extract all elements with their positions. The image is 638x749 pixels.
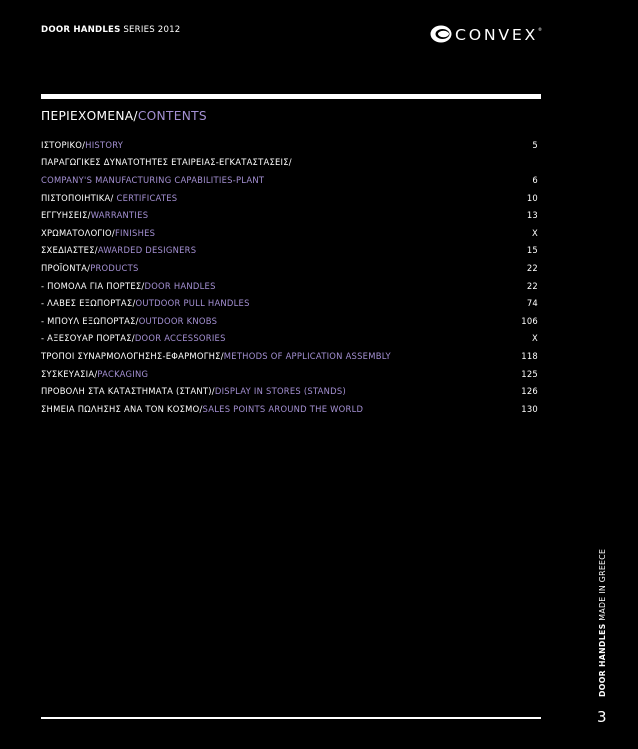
toc-entry-english: CERTIFICATES xyxy=(116,192,178,203)
toc-entry-label xyxy=(41,333,226,343)
toc-entry-page: 13 xyxy=(526,210,538,221)
contents-title-english: CONTENTS xyxy=(137,109,207,123)
toc-entry-english: METHODS OF APPLICATION ASSEMBLY xyxy=(223,350,391,361)
header-brand-bold: DOOR HANDLES xyxy=(41,25,121,35)
side-caption-rest: MADE IN GREECE xyxy=(598,548,607,624)
toc-entry-greek: - ΑΞΕΣΟΥΑΡ ΠΟΡΤΑΣ/ xyxy=(41,333,135,344)
toc-entry-label xyxy=(41,245,196,255)
toc-entry-label xyxy=(41,351,391,361)
toc-entry-label xyxy=(41,157,292,167)
toc-entry-page: 10 xyxy=(526,192,538,203)
toc-entry[interactable] xyxy=(41,347,538,365)
toc-entry-greek: ΧΡΩΜΑΤΟΛΟΓΙΟ/ xyxy=(41,227,115,238)
toc-entry[interactable] xyxy=(41,294,538,312)
toc-entry-label xyxy=(41,263,139,273)
toc-entry-greek: ΤΡΟΠΟΙ ΣΥΝΑΡΜΟΛΟΓΗΣΗΣ-ΕΦΑΡΜΟΓΗΣ/ xyxy=(41,350,224,361)
toc-entry-page: 6 xyxy=(532,174,538,185)
toc-entry-greek: ΕΓΓΥΗΣΕΙΣ/ xyxy=(41,210,91,221)
toc-entry-label xyxy=(41,316,217,326)
toc-entry[interactable] xyxy=(41,224,538,242)
header-series xyxy=(41,25,180,35)
toc-entry[interactable] xyxy=(41,277,538,295)
toc-entry[interactable] xyxy=(41,400,538,418)
toc-entry-english: PRODUCTS xyxy=(90,262,139,273)
convex-logo xyxy=(430,24,542,44)
toc-entry-label xyxy=(41,210,148,220)
toc-entry-english: COMPANY'S MANUFACTURING CAPABILITIES-PLANT xyxy=(41,174,265,185)
toc-entry-label xyxy=(41,298,250,308)
toc-entry-greek: ΠΙΣΤΟΠΟΙΗΤΙΚΑ/ xyxy=(41,192,117,203)
toc-entry-page: 15 xyxy=(526,245,538,256)
toc-entry[interactable] xyxy=(41,171,538,189)
toc-entry[interactable] xyxy=(41,206,538,224)
toc-entry-english: DOOR ACCESSORIES xyxy=(134,333,226,344)
side-caption-bold: DOOR HANDLES xyxy=(598,623,607,697)
toc-entry-greek: ΠΡΟΒΟΛΗ ΣΤΑ ΚΑΤΑΣΤΗΜΑΤΑ (ΣΤΑΝΤ)/ xyxy=(41,386,215,397)
toc-entry-english: OUTDOOR PULL HANDLES xyxy=(135,298,250,309)
toc-entry-label xyxy=(41,175,264,185)
toc-entry-english: SALES POINTS AROUND THE WORLD xyxy=(202,403,364,414)
toc-entry-greek: ΠΑΡΑΓΩΓΙΚΕΣ ΔΥΝΑΤΟΤΗΤΕΣ ΕΤΑΙΡΕΙΑΣ-ΕΓΚΑΤΑΣΤΑΣΕΙΣ/ xyxy=(41,157,292,168)
contents-title-greek: ΠΕΡΙΕΧΟΜΕΝΑ/ xyxy=(41,109,138,123)
toc-entry-english: DOOR HANDLES xyxy=(144,280,216,291)
toc-entry-page: 106 xyxy=(521,315,538,326)
toc-entry-greek: - ΜΠΟΥΛ ΕΞΩΠΟΡΤΑΣ/ xyxy=(41,315,139,326)
toc-entry[interactable] xyxy=(41,259,538,277)
toc-entry-page: 22 xyxy=(526,280,538,291)
toc-entry-english: DISPLAY IN STORES (STANDS) xyxy=(214,386,346,397)
contents-title xyxy=(41,109,207,123)
toc-entry-label xyxy=(41,281,216,291)
toc-entry-page: 126 xyxy=(521,386,538,397)
toc-entry[interactable] xyxy=(41,242,538,260)
convex-logo-text: CONVEX xyxy=(455,26,539,44)
toc-entry-page: 130 xyxy=(521,403,538,414)
toc-entry-page: 5 xyxy=(532,139,538,150)
page-number: 3 xyxy=(597,708,607,726)
toc-entry-english: PACKAGING xyxy=(97,368,149,379)
toc-entry-greek: ΣΧΕΔΙΑΣΤΕΣ/ xyxy=(41,245,98,256)
toc-entry-greek: ΙΣΤΟΡΙΚΟ/ xyxy=(41,139,86,150)
toc-entry[interactable] xyxy=(41,312,538,330)
toc-entry[interactable] xyxy=(41,136,538,154)
convex-logo-mark-icon xyxy=(430,24,454,44)
toc-entry-page: X xyxy=(532,333,538,344)
toc-entry-greek: - ΛΑΒΕΣ ΕΞΩΠΟΡΤΑΣ/ xyxy=(41,298,136,309)
toc-entry-greek: ΣΗΜΕΙΑ ΠΩΛΗΣΗΣ ΑΝΑ ΤΟΝ ΚΟΣΜΟ/ xyxy=(41,403,203,414)
toc-entry-greek: ΣΥΣΚΕΥΑΣΙΑ/ xyxy=(41,368,98,379)
toc-entry-page: X xyxy=(532,227,538,238)
toc-entry-page: 125 xyxy=(521,368,538,379)
toc-entry[interactable] xyxy=(41,365,538,383)
toc-entry-label xyxy=(41,386,346,396)
top-divider xyxy=(41,94,541,99)
toc-entry[interactable] xyxy=(41,189,538,207)
toc-entry-label xyxy=(41,369,148,379)
toc-entry-english: FINISHES xyxy=(114,227,156,238)
toc-entry-english: OUTDOOR KNOBS xyxy=(138,315,218,326)
toc-entry[interactable] xyxy=(41,382,538,400)
toc-entry-page: 118 xyxy=(521,350,538,361)
toc-entry[interactable] xyxy=(41,154,538,172)
toc-entry-greek: ΠΡΟΪΟΝΤΑ/ xyxy=(41,262,91,273)
bottom-divider xyxy=(41,717,541,719)
toc-entry-english: AWARDED DESIGNERS xyxy=(97,245,197,256)
registered-mark: ® xyxy=(538,27,542,32)
toc-entry-label xyxy=(41,140,123,150)
toc-entry-page: 22 xyxy=(526,262,538,273)
toc-entry-greek: - ΠΟΜΟΛΑ ΓΙΑ ΠΟΡΤΕΣ/ xyxy=(41,280,145,291)
header-brand-rest: SERIES 2012 xyxy=(120,25,181,35)
toc-entry-english: HISTORY xyxy=(85,139,124,150)
toc-entry-label xyxy=(41,228,155,238)
toc-entry[interactable] xyxy=(41,330,538,348)
toc-entry-label xyxy=(41,404,363,414)
table-of-contents xyxy=(41,136,538,418)
toc-entry-english: WARRANTIES xyxy=(90,210,149,221)
toc-entry-page: 74 xyxy=(526,298,538,309)
side-caption xyxy=(598,549,607,697)
toc-entry-label xyxy=(41,193,177,203)
